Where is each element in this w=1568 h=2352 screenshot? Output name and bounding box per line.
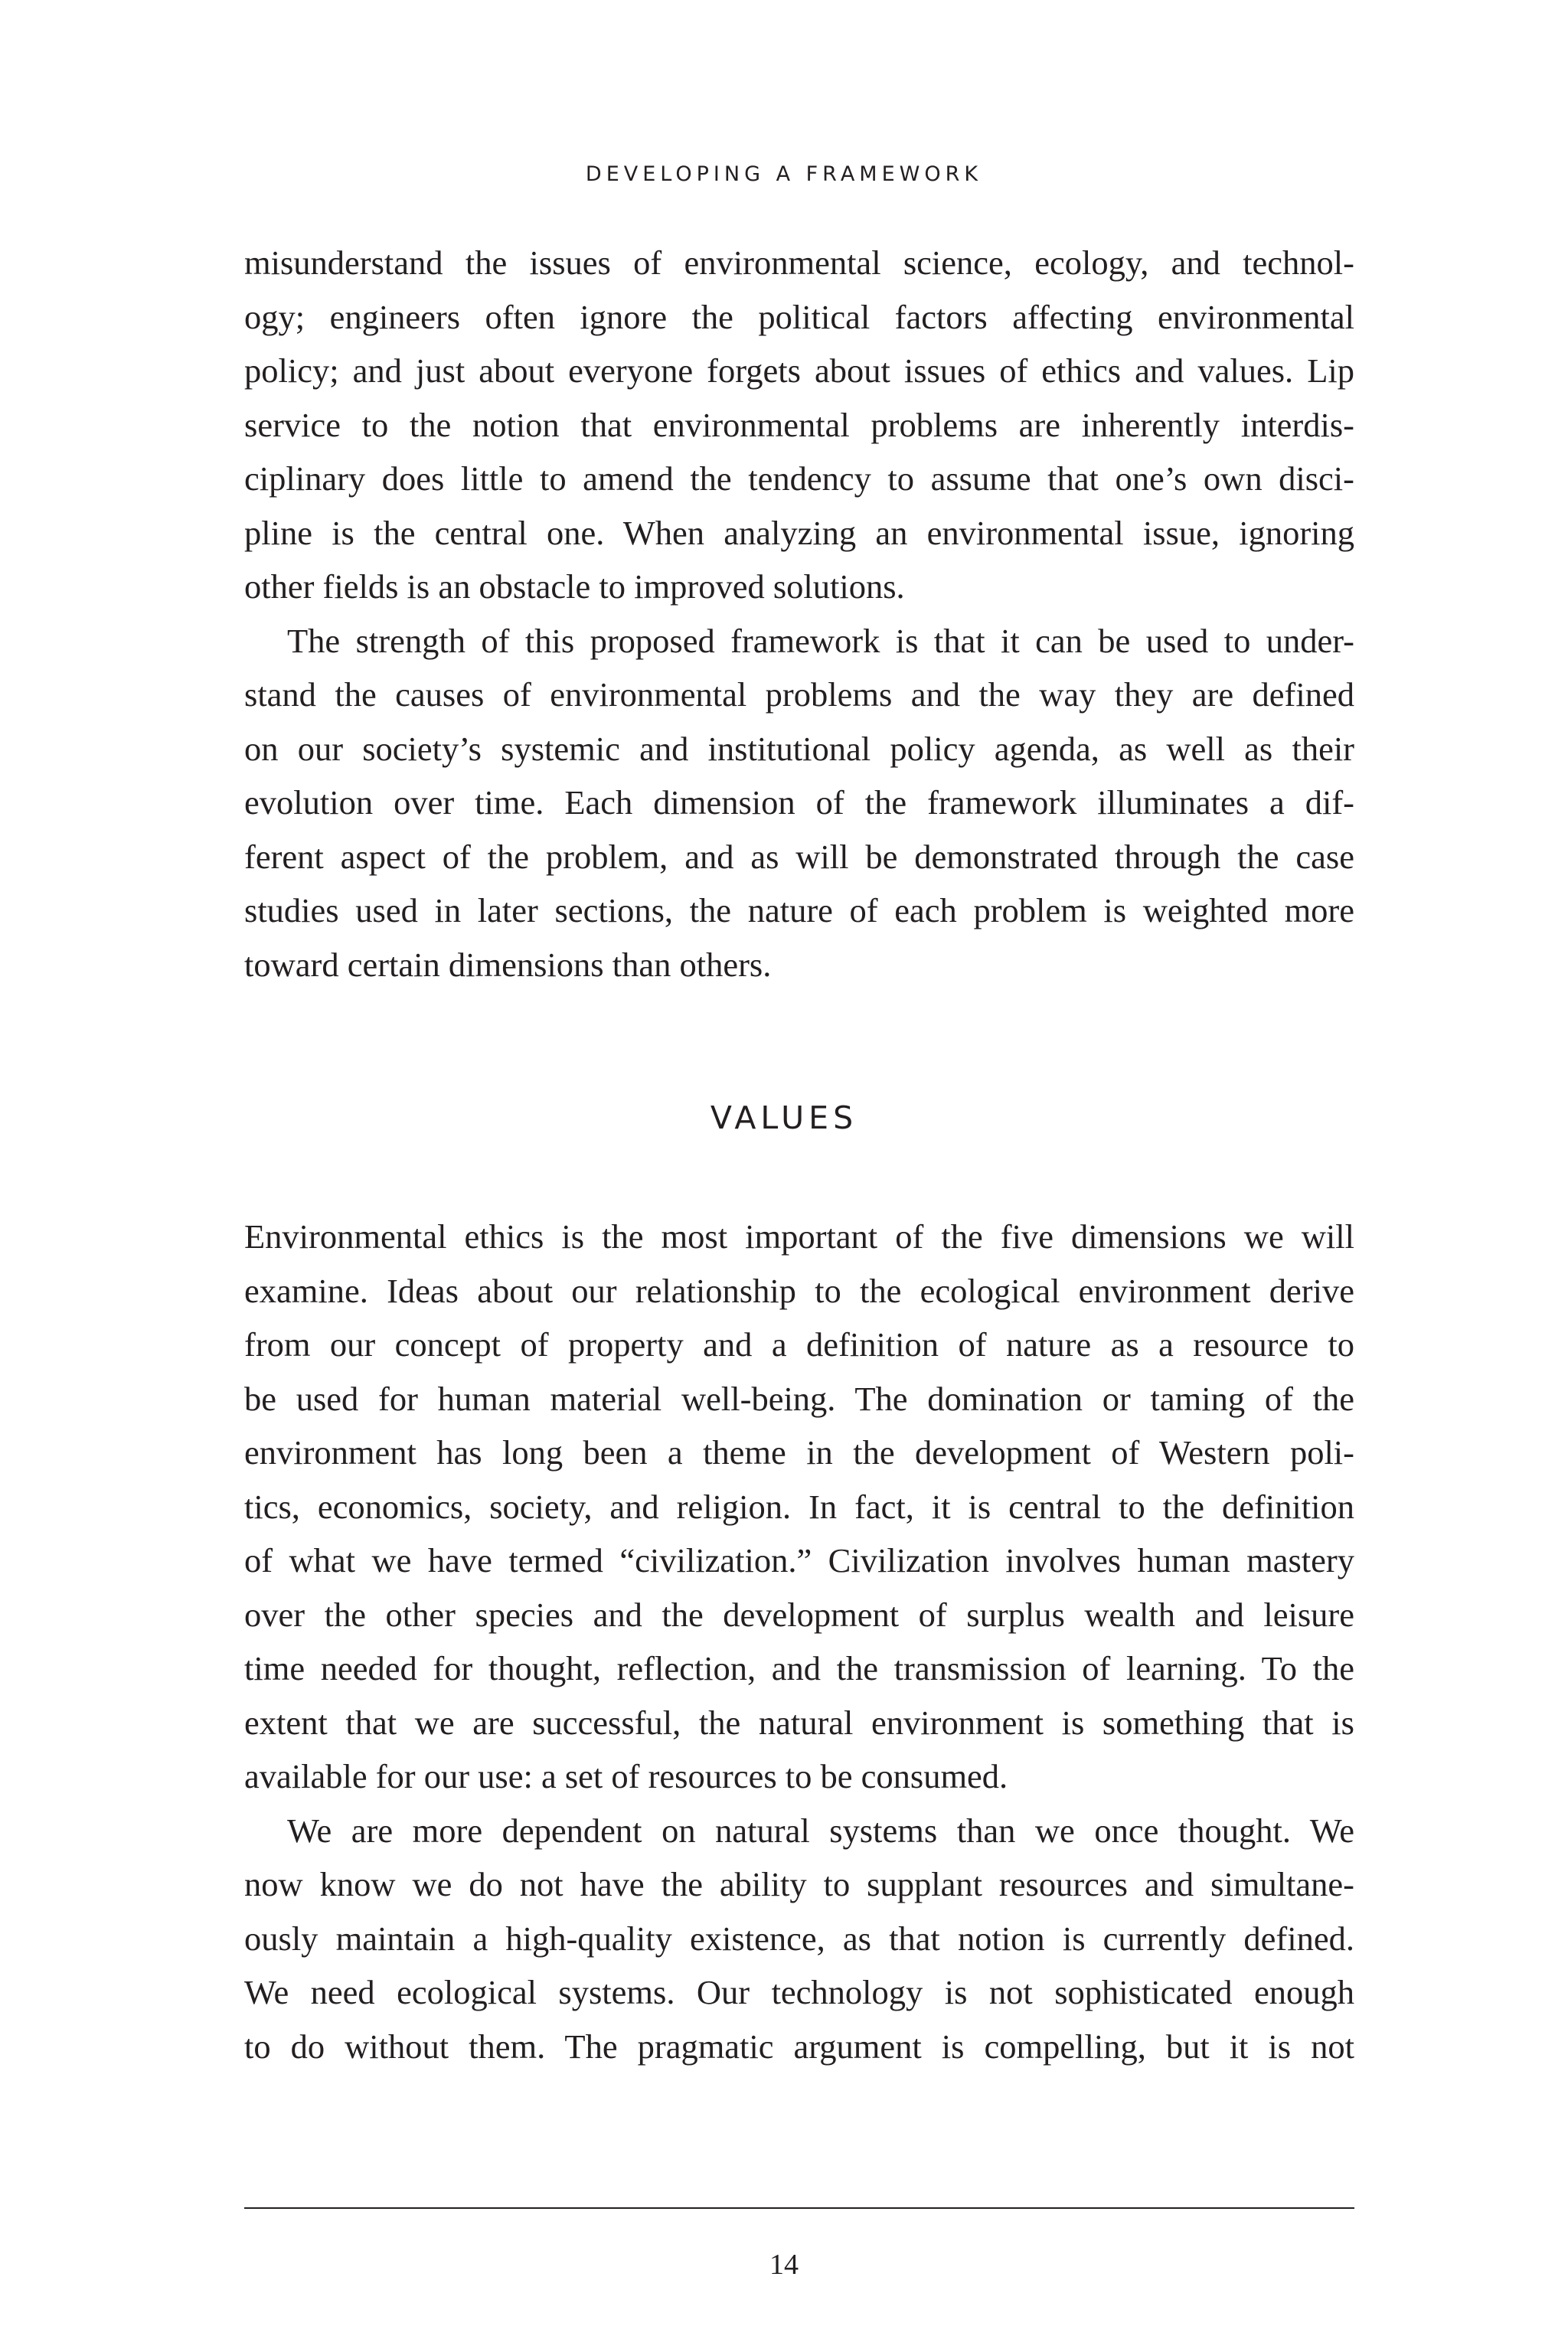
text-line: environment has long been a theme in the development of Western poli- [244, 1433, 1354, 1472]
paragraph-natural-systems [244, 1804, 1354, 2074]
text-line: misunderstand the issues of environmental science, ecology, and technol- [244, 243, 1354, 282]
paragraph-framework-strength [244, 614, 1354, 992]
running-head: DEVELOPING A FRAMEWORK [585, 162, 983, 186]
footer-rule [244, 2207, 1354, 2209]
text-line: from our concept of property and a definition of nature as a resource to [244, 1325, 1354, 1364]
text-line: ferent aspect of the problem, and as will be demonstrated through the case [244, 837, 1354, 876]
text-line: evolution over time. Each dimension of the framework illuminates a dif- [244, 783, 1354, 822]
section-heading-values: VALUES [710, 1099, 858, 1136]
text-line: extent that we are successful, the natural environment is something that is [244, 1703, 1354, 1742]
text-block-values [244, 1210, 1354, 2073]
text-line: now know we do not have the ability to supplant resources and simultane- [244, 1865, 1354, 1903]
text-line: pline is the central one. When analyzing an environmental issue, ignoring [244, 513, 1354, 552]
text-line: toward certain dimensions than others. [244, 945, 772, 984]
text-line: ciplinary does little to amend the tendency to assume that one’s own disci- [244, 459, 1354, 498]
text-line: time needed for thought, reflection, and the transmission of learning. To the [244, 1649, 1354, 1687]
text-line: We need ecological systems. Our technology is not sophisticated enough [244, 1973, 1354, 2011]
text-line: over the other species and the development of surplus wealth and leisure [244, 1595, 1354, 1634]
text-block-top [244, 236, 1354, 991]
text-line: The strength of this proposed framework is that it can be used to under- [287, 621, 1354, 660]
page-number: 14 [769, 2249, 799, 2281]
text-line: ogy; engineers often ignore the political factors affecting environmental [244, 297, 1354, 336]
text-line: on our society’s systemic and institutional policy agenda, as well as their [244, 729, 1354, 768]
paragraph-continued [244, 236, 1354, 614]
text-line: tics, economics, society, and religion. In fact, it is central to the definition [244, 1487, 1354, 1526]
text-line: stand the causes of environmental problems and the way they are defined [244, 675, 1354, 714]
text-line: to do without them. The pragmatic argument is compelling, but it is not [244, 2027, 1354, 2066]
text-line: be used for human material well-being. The domination or taming of the [244, 1379, 1354, 1418]
text-line: studies used in later sections, the nature of each problem is weighted more [244, 891, 1354, 929]
text-line: service to the notion that environmental problems are inherently interdis- [244, 405, 1354, 444]
text-line: ously maintain a high-quality existence, as that notion is currently defined. [244, 1919, 1354, 1958]
paragraph-environmental-ethics [244, 1210, 1354, 1804]
text-line: Environmental ethics is the most important of the five dimensions we will [244, 1217, 1354, 1256]
text-line: available for our use: a set of resources to be consumed. [244, 1757, 1008, 1795]
text-line: We are more dependent on natural systems than we once thought. We [287, 1811, 1354, 1850]
text-line: other fields is an obstacle to improved solutions. [244, 567, 905, 606]
text-line: of what we have termed “civilization.” Civilization involves human mastery [244, 1541, 1354, 1579]
text-line: policy; and just about everyone forgets about issues of ethics and values. Lip [244, 351, 1354, 390]
text-line: examine. Ideas about our relationship to the ecological environment derive [244, 1271, 1354, 1310]
